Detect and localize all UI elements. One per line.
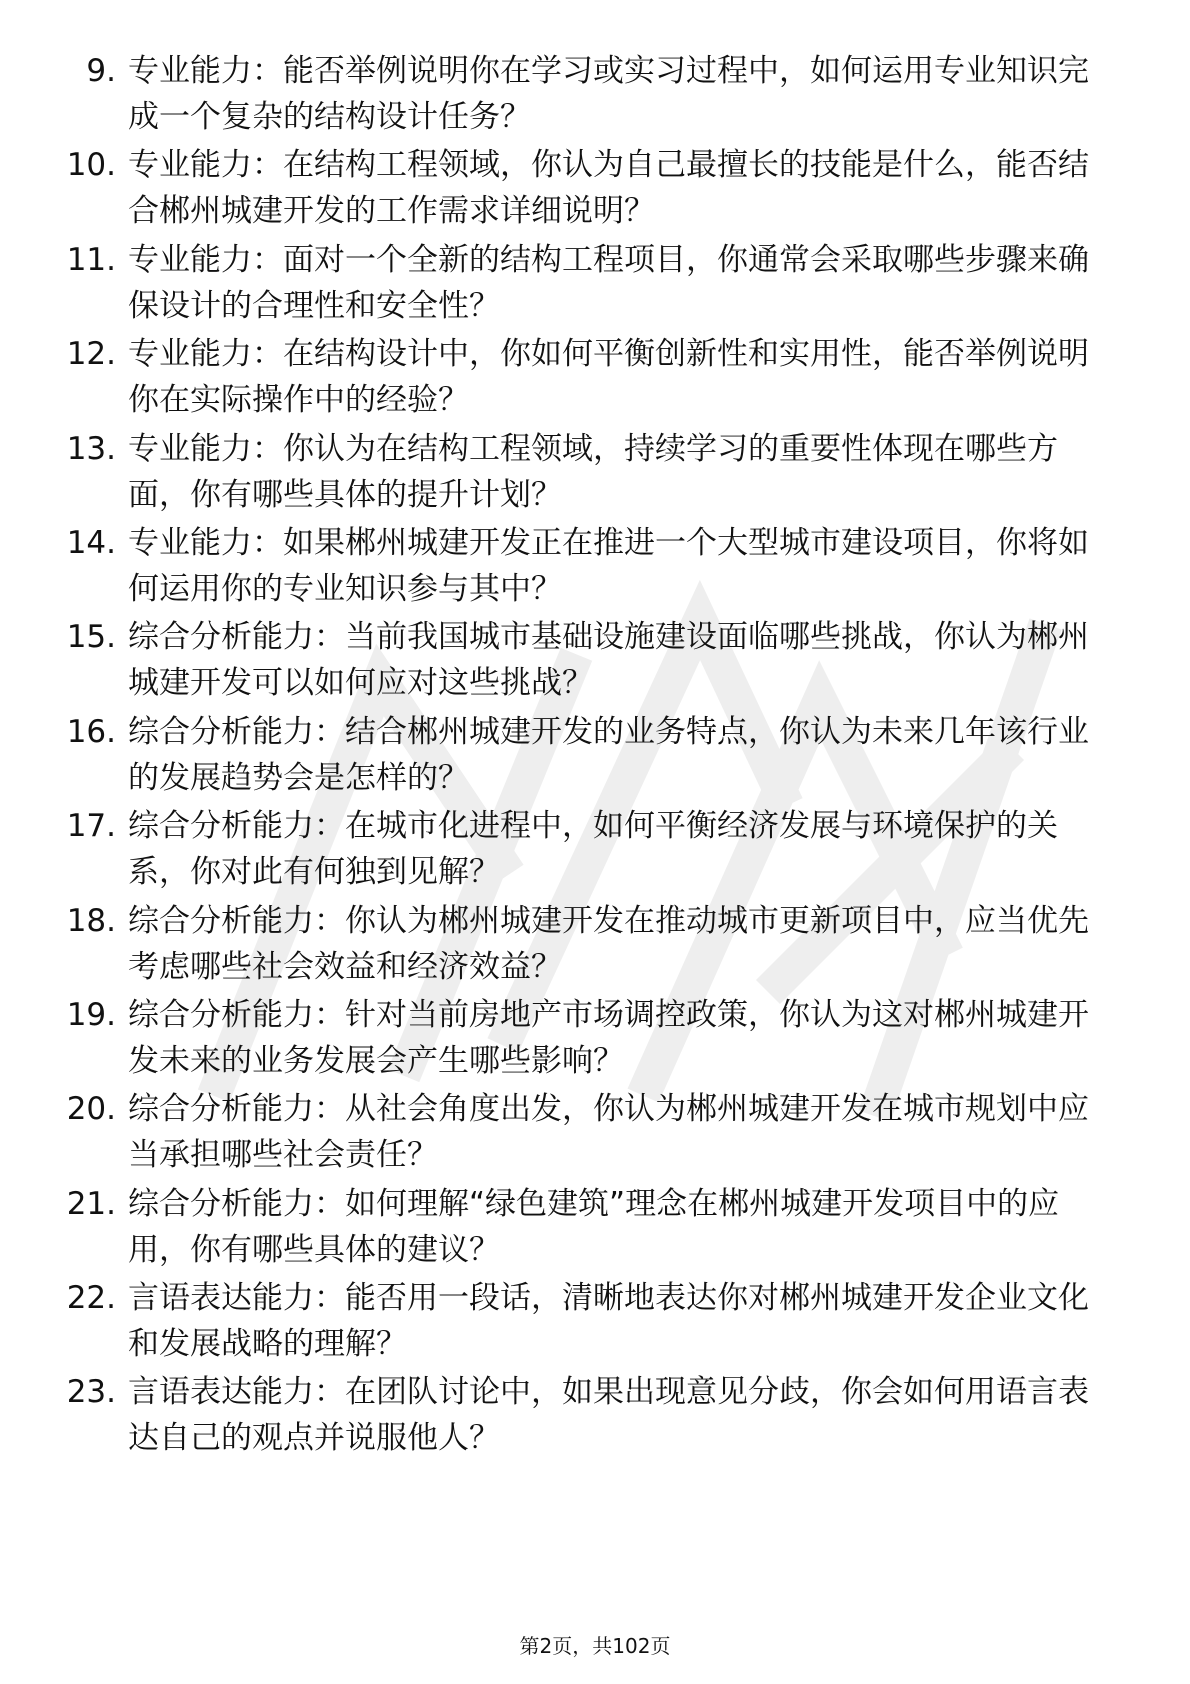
item-number: 21. xyxy=(66,1185,116,1222)
list-item xyxy=(0,1369,1190,1463)
item-text: 综合分析能力：在城市化进程中，如何平衡经济发展与环境保护的关系，你对此有何独到见解？ xyxy=(128,808,1058,891)
list-item xyxy=(0,48,1190,142)
item-number: 18. xyxy=(66,902,116,939)
item-text: 专业能力：在结构工程领域，你认为自己最擅长的技能是什么，能否结合郴州城建开发的工作需求详细说明？ xyxy=(128,147,1089,230)
item-text: 综合分析能力：当前我国城市基础设施建设面临哪些挑战，你认为郴州城建开发可以如何应对这些挑战？ xyxy=(128,619,1089,702)
list-item xyxy=(0,614,1190,708)
item-number: 16. xyxy=(66,713,116,750)
list-item xyxy=(0,142,1190,236)
list-item xyxy=(0,426,1190,520)
item-text: 综合分析能力：从社会角度出发，你认为郴州城建开发在城市规划中应当承担哪些社会责任？ xyxy=(128,1091,1089,1174)
item-text: 专业能力：在结构设计中，你如何平衡创新性和实用性，能否举例说明你在实际操作中的经验？ xyxy=(128,336,1089,419)
item-number: 12. xyxy=(66,336,116,373)
item-number: 11. xyxy=(66,241,116,278)
item-number: 19. xyxy=(66,996,116,1033)
list-item xyxy=(0,709,1190,803)
item-number: 22. xyxy=(66,1280,116,1317)
list-item xyxy=(0,237,1190,331)
item-text: 专业能力：如果郴州城建开发正在推进一个大型城市建设项目，你将如何运用你的专业知识参与其中？ xyxy=(128,524,1089,607)
item-number: 23. xyxy=(66,1374,116,1411)
item-text: 专业能力：面对一个全新的结构工程项目，你通常会采取哪些步骤来确保设计的合理性和安全性？ xyxy=(128,241,1089,324)
item-number: 9. xyxy=(86,53,116,89)
item-text: 综合分析能力：结合郴州城建开发的业务特点，你认为未来几年该行业的发展趋势会是怎样的？ xyxy=(128,713,1089,796)
item-number: 10. xyxy=(66,147,116,184)
list-item xyxy=(0,520,1190,614)
page-footer: 第2页，共102页 xyxy=(519,1634,671,1658)
item-text: 综合分析能力：你认为郴州城建开发在推动城市更新项目中，应当优先考虑哪些社会效益和经济效益？ xyxy=(128,902,1089,985)
item-text: 专业能力：你认为在结构工程领域，持续学习的重要性体现在哪些方面，你有哪些具体的提升计划？ xyxy=(128,430,1058,513)
item-number: 20. xyxy=(66,1091,116,1128)
item-text: 综合分析能力：如何理解“绿色建筑”理念在郴州城建开发项目中的应用，你有哪些具体的建议？ xyxy=(128,1185,1060,1268)
list-item xyxy=(0,803,1190,897)
item-number: 17. xyxy=(66,808,116,845)
list-item xyxy=(0,898,1190,992)
item-text: 言语表达能力：在团队讨论中，如果出现意见分歧，你会如何用语言表达自己的观点并说服他人？ xyxy=(128,1374,1089,1457)
item-number: 13. xyxy=(66,430,116,467)
list-item xyxy=(0,1275,1190,1369)
item-text: 专业能力：能否举例说明你在学习或实习过程中，如何运用专业知识完成一个复杂的结构设计任务？ xyxy=(128,53,1089,135)
item-text: 综合分析能力：针对当前房地产市场调控政策，你认为这对郴州城建开发未来的业务发展会产生哪些影响？ xyxy=(128,996,1089,1079)
list-item xyxy=(0,1181,1190,1275)
item-number: 15. xyxy=(66,619,116,656)
item-number: 14. xyxy=(66,524,116,561)
item-text: 言语表达能力：能否用一段话，清晰地表达你对郴州城建开发企业文化和发展战略的理解？ xyxy=(128,1280,1089,1363)
list-item xyxy=(0,1086,1190,1180)
question-list xyxy=(0,48,1190,1464)
list-item xyxy=(0,331,1190,425)
list-item xyxy=(0,992,1190,1086)
